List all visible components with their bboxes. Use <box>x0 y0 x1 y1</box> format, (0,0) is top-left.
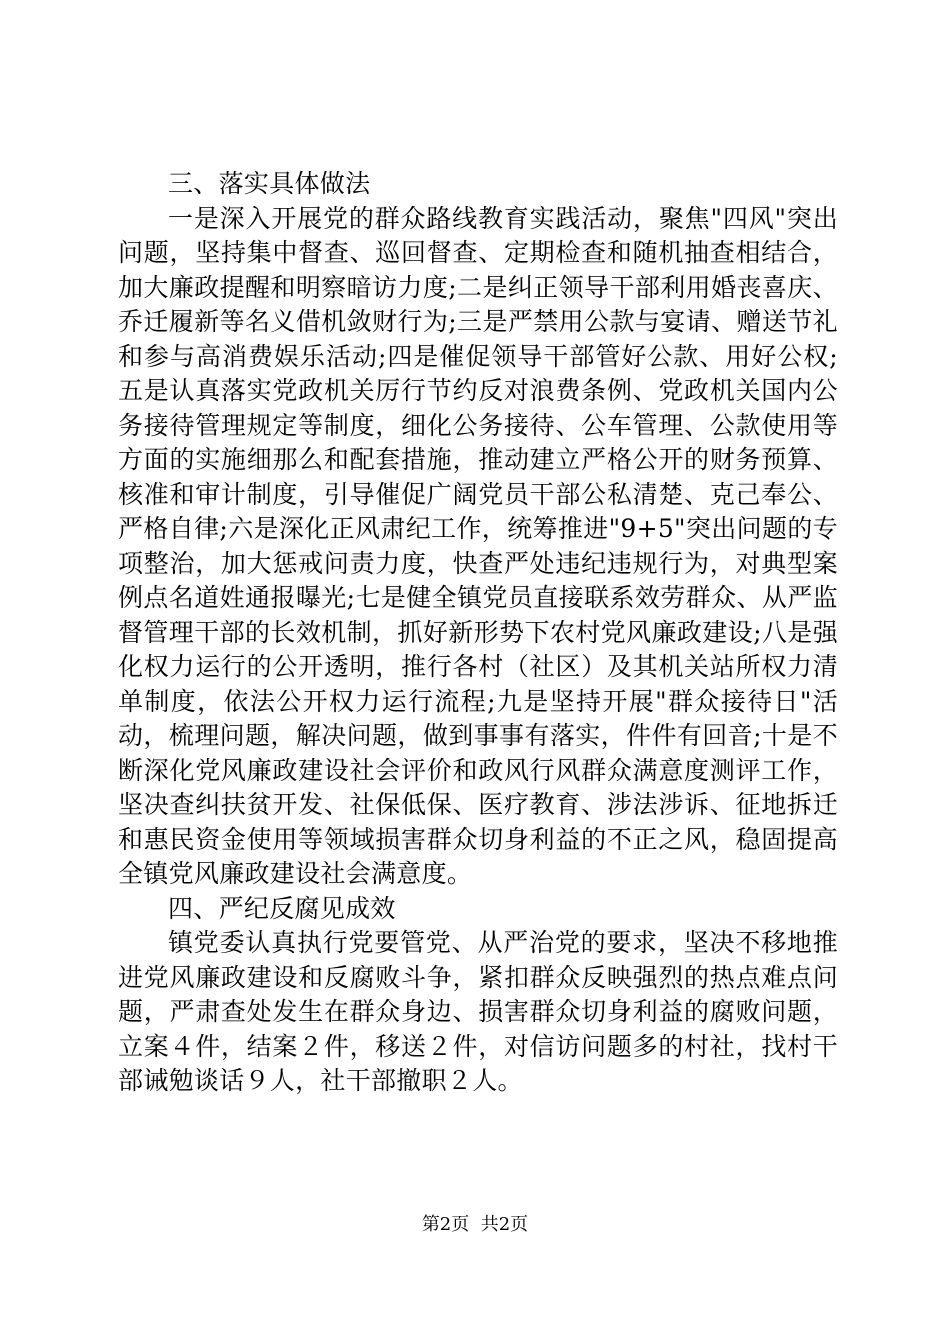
section-paragraph-4: 镇党委认真执行党要管党、从严治党的要求，坚决不移地推进党风廉政建设和反腐败斗争，紧扣群众反映强烈的热点难点问题，严肃查处发生在群众身边、损害群众切身利益的腐败问题，立案４件，结案２件，移送２件，对信访问题多的村社，找村干部诫勉谈话９人，社干部撤职２人。 <box>118 928 838 1095</box>
document-body <box>118 167 838 1099</box>
section-heading-3: 三、落实具体做法 <box>168 169 371 198</box>
page-number-footer: 第2页 共2页 <box>421 1214 529 1235</box>
section-heading-4: 四、严纪反腐见成效 <box>168 893 396 923</box>
section-paragraph-3: 一是深入开展党的群众路线教育实践活动，聚焦"四风"突出问题，坚持集中督查、巡回督查、定期检查和随机抽查相结合，加大廉政提醒和明察暗访力度;二是纠正领导干部利用婚丧喜庆、乔迁履新等名义借机敛财行为;三是严禁用公款与宴请、赠送节礼和参与高消费娱乐活动;四是催促领导干部管好公款、用好公权;五是认真落实党政机关厉行节约反对浪费条例、党政机关国内公务接待管理规定等制度，细化公务接待、公车管理、公款使用等方面的实施细那么和配套措施，推动建立严格公开的财务预算、核准和审计制度，引导催促广阔党员干部公私清楚、克己奉公、严格自律;六是深化正风肃纪工作，统筹推进"9+5"突出问题的专项整治，加大惩戒问责力度，快查严处违纪违规行为，对典型案例点名道姓通报曝光;七是健全镇党员直接联系效劳群众、从严监督管理干部的长效机制，抓好新形势下农村党风廉政建设;八是强化权力运行的公开透明，推行各村（社区）及其机关站所权力清单制度，依法公开权力运行流程;九是坚持开展"群众接待日"活动，梳理问题，解决问题，做到事事有落实，件件有回音;十是不断深化党风廉政建设社会评价和政风行风群众满意度测评工作，坚决查纠扶贫开发、社保低保、医疗教育、涉法涉诉、征地拆迁和惠民资金使用等领域损害群众切身利益的不正之风，稳固提高全镇党风廉政建设社会满意度。 <box>118 203 839 888</box>
